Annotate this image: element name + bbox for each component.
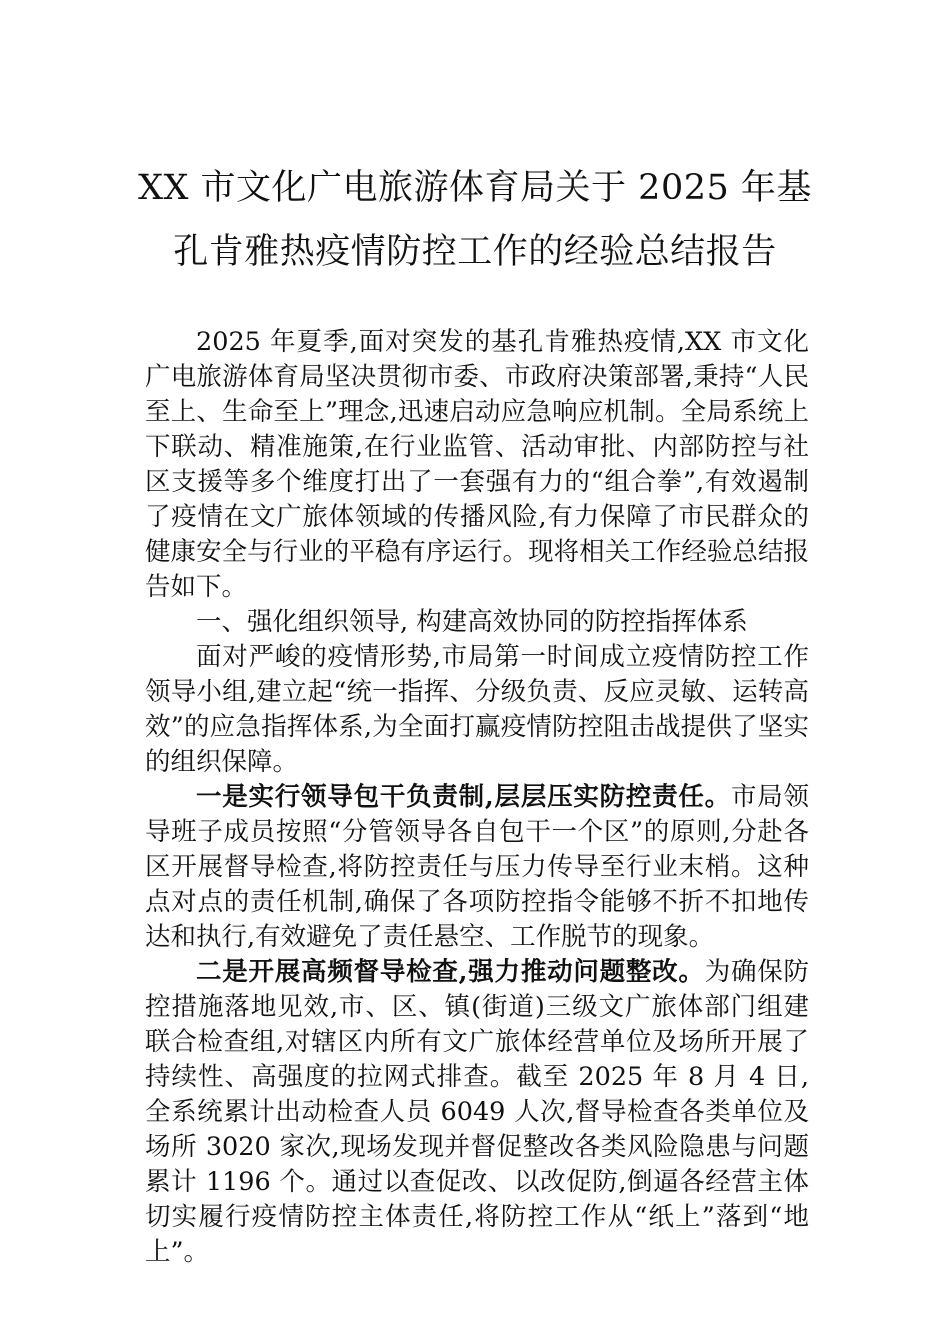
title-line-1: XX 市文化广电旅游体育局关于 2025 年基 (138, 168, 812, 208)
section-1-intro-paragraph: 面对严峻的疫情形势,市局第一时间成立疫情防控工作领导小组,建立起“统一指挥、分级负责、反应灵敏、运转高效”的应急指挥体系,为全面打赢疫情防控阻击战提供了坚实的组织保障。 (145, 642, 809, 777)
point-2-text: 为确保防控措施落地见效,市、区、镇(街道)三级文广旅体部门组建联合检查组,对辖区内所有文广旅体经营单位及场所开展了持续性、高强度的拉网式排查。截至 2025 年 8 月 4 日,全系统累计出动检查人员 6049 人次,督导检查各类单位及场所 3020 家次,现场发现并督促整改各类风险隐患与问题累计 1196 个。通过以查促改、以改促防,倒逼各经营主体切实履行疫情防控主体责任,将防控工作从“纸上”落到“地上”。 (145, 957, 809, 1267)
document-body (145, 325, 809, 1270)
point-2-paragraph (145, 955, 809, 1270)
point-1-text: 市局领导班子成员按照“分管领导各自包干一个区”的原则,分赴各区开展督导检查,将防控责任与压力传导至行业末梢。这种点对点的责任机制,确保了各项防控指令能够不折不扣地传达和执行,有效避免了责任悬空、工作脱节的现象。 (145, 782, 809, 952)
point-1-lead: 一是实行领导包干负责制,层层压实防控责任。 (196, 782, 731, 812)
document-title (100, 156, 850, 284)
point-2-lead: 二是开展高频督导检查,强力推动问题整改。 (196, 957, 705, 987)
point-1-paragraph (145, 780, 809, 955)
title-line-2: 孔肯雅热疫情防控工作的经验总结报告 (173, 232, 777, 272)
section-1-heading: 一、强化组织领导, 构建高效协同的防控指挥体系 (196, 607, 748, 637)
intro-paragraph: 2025 年夏季,面对突发的基孔肯雅热疫情,XX 市文化广电旅游体育局坚决贯彻市委、市政府决策部署,秉持“人民至上、生命至上”理念,迅速启动应急响应机制。全局系统上下联动、精准施策,在行业监管、活动审批、内部防控与社区支援等多个维度打出了一套强有力的“组合拳”,有效遏制了疫情在文广旅体领域的传播风险,有力保障了市民群众的健康安全与行业的平稳有序运行。现将相关工作经验总结报告如下。 (145, 327, 809, 602)
